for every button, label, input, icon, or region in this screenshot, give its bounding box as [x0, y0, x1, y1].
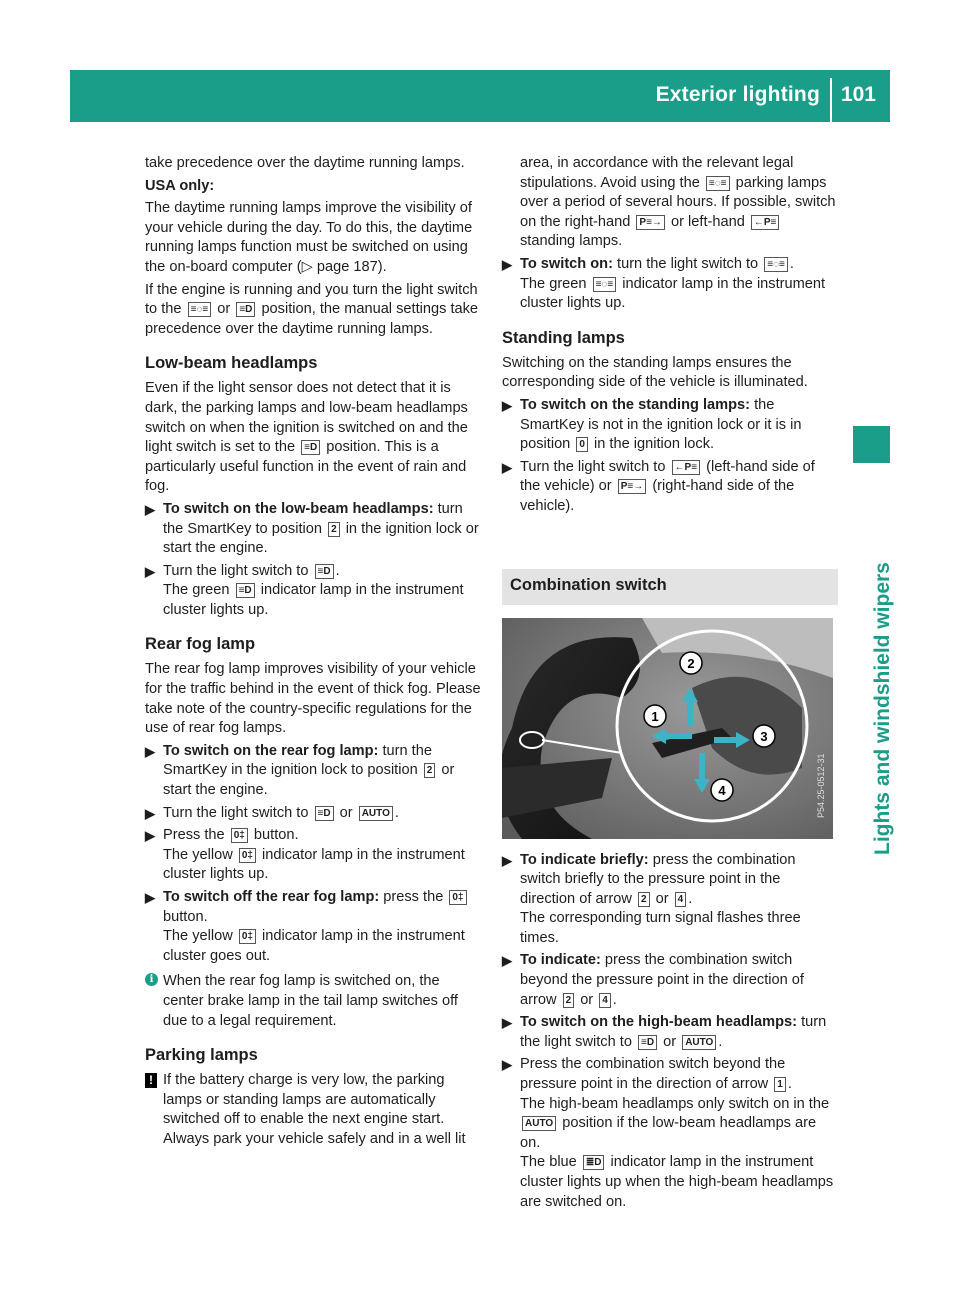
svg-text:1: 1 [651, 708, 659, 724]
paragraph: If the engine is running and you turn the light switch to the ≡◌≡ or ≡D position, the manual settings take precedence over the daytime running lamps. [145, 281, 479, 337]
instruction-step: ▶ To indicate briefly: press the combination switch briefly to the pressure point in the direction of arrow 2 or 4 . The corresponding turn signal flashes three times. [502, 851, 801, 946]
section-title: Exterior lighting [655, 83, 820, 106]
paragraph: area, in accordance with the relevant legal stipulations. Avoid using the ≡◌≡ parking lamps over a period of several hours. If possible, switch on the right-hand P≡→ or left-hand ←P≡ standing lamps. [520, 155, 836, 250]
combination-switch-figure [502, 618, 833, 839]
low-beam-icon: ≡D [638, 1035, 657, 1050]
step-arrow-icon: ▶ [502, 1015, 512, 1031]
rear-fog-lamp-icon: 0‡ [239, 929, 256, 944]
rear-fog-lamp-icon: 0‡ [449, 890, 466, 905]
section-heading: Standing lamps [502, 328, 625, 347]
header-divider [830, 78, 832, 122]
paragraph: The rear fog lamp improves visibility of your vehicle for the traffic behind in the event of thick fog. Please take note of the country-specific regulations for the use of rear fog lamps. [145, 661, 481, 737]
info-icon: i [145, 973, 158, 986]
paragraph: Even if the light sensor does not detect that it is dark, the parking lamps and low-beam headlamps switch on when the ignition is switched on and the light switch is set to the ≡D position. This is a particularly useful function in the event of rain and fog. [145, 380, 468, 495]
instruction-step: ▶ Turn the light switch to ≡D or AUTO . [145, 804, 481, 824]
paragraph: Switching on the standing lamps ensures the corresponding side of the vehicle is illuminated. [502, 354, 808, 391]
instruction-step: ▶ To switch on the high-beam headlamps: turn the light switch to ≡D or AUTO . [502, 1014, 827, 1050]
instruction-step: ▶ To switch on the standing lamps: the SmartKey is not in the ignition lock or it is in position 0 in the ignition lock. [502, 396, 802, 453]
auto-icon: AUTO [359, 806, 393, 821]
paragraph: The daytime running lamps improve the visibility of your vehicle during the day. To do this, the daytime running lamps function must be switched on using the on-board computer (▷ page 187). [145, 200, 473, 275]
position-badge: 0 [576, 437, 588, 452]
right-column [502, 154, 838, 1215]
parking-lamps-icon: ≡◌≡ [188, 302, 212, 317]
page-header [70, 70, 890, 122]
callout-ref: 2 [563, 993, 575, 1008]
auto-icon: AUTO [522, 1116, 556, 1131]
callout-2 [680, 652, 702, 674]
low-beam-icon: ≡D [315, 564, 334, 579]
low-beam-icon: ≡D [315, 806, 334, 821]
low-beam-icon: ≡D [301, 440, 320, 455]
step-arrow-icon: ▶ [145, 890, 155, 905]
instruction-step: ▶ To indicate: press the combination switch beyond the pressure point in the direction of arrow 2 or 4 . [502, 952, 804, 1008]
warning-icon: ! [145, 1073, 157, 1088]
parking-lamps-icon: ≡◌≡ [764, 257, 788, 272]
step-arrow-icon: ▶ [502, 459, 512, 475]
instruction-step: ▶ To switch on the rear fog lamp: turn the SmartKey in the ignition lock to position 2 or start the engine. [145, 742, 455, 799]
instruction-step: ▶ Press the combination switch beyond the pressure point in the direction of arrow 1 . The high-beam headlamps only switch on in the AUTO position if the low-beam headlamps are on. The blue ≣D indicator lamp in the instrument cluster lights up when the high-beam headlamps are switched on. [502, 1056, 834, 1210]
instruction-step: ▶ To switch on: turn the light switch to ≡◌≡ . The green ≡◌≡ indicator lamp in the instrument cluster lights up. [502, 255, 826, 312]
standing-right-icon: P≡→ [618, 479, 647, 494]
high-beam-icon: ≣D [583, 1155, 605, 1170]
svg-text:3: 3 [760, 728, 768, 744]
standing-left-icon: ←P≡ [672, 460, 701, 475]
section-heading: Low-beam headlamps [145, 354, 318, 373]
callout-ref: 4 [675, 892, 687, 907]
parking-lamps-icon: ≡◌≡ [593, 277, 617, 292]
section-heading: Rear fog lamp [145, 635, 256, 654]
standing-left-icon: ←P≡ [751, 215, 780, 230]
step-arrow-icon: ▶ [145, 828, 155, 844]
callout-3 [753, 725, 775, 747]
position-badge: 2 [424, 763, 436, 778]
combination-switch-illustration [502, 618, 833, 839]
section-heading: Parking lamps [145, 1046, 258, 1065]
figure-code: P54.25-0512-31 [816, 752, 826, 818]
step-arrow-icon: ▶ [145, 743, 155, 759]
step-arrow-icon: ▶ [145, 501, 155, 517]
rear-fog-lamp-icon: 0‡ [239, 848, 256, 863]
instruction-step: ▶ To switch off the rear fog lamp: press the 0‡ button. The yellow 0‡ indicator lamp in the instrument cluster goes out. [145, 889, 465, 964]
instruction-step: ▶ To switch on the low-beam headlamps: turn the SmartKey to position 2 in the ignition lock or start the engine. [145, 500, 479, 557]
section-heading-box [502, 569, 838, 605]
callout-1 [644, 705, 666, 727]
svg-text:2: 2 [687, 655, 695, 671]
instruction-step: ▶ Turn the light switch to ←P≡ (left-hand side of the vehicle) or P≡→ (right-hand side of the vehicle). [502, 458, 815, 514]
step-arrow-icon: ▶ [502, 256, 512, 272]
low-beam-icon: ≡D [236, 583, 255, 598]
svg-text:4: 4 [718, 782, 726, 798]
warning-note: ! If the battery charge is very low, the parking lamps or standing lamps are automatically switched off to enable the next engine start. Always park your vehicle safely and in a well lit [145, 1071, 481, 1149]
parking-lamps-icon: ≡◌≡ [706, 176, 730, 191]
step-arrow-icon: ▶ [502, 852, 512, 868]
page-reference[interactable]: (▷ page 187). [296, 258, 387, 275]
standing-right-icon: P≡→ [636, 215, 665, 230]
callout-4 [711, 779, 733, 801]
step-arrow-icon: ▶ [145, 805, 155, 821]
page-number: 101 [840, 83, 876, 106]
auto-icon: AUTO [682, 1035, 716, 1050]
instruction-step: ▶ Press the 0‡ button. The yellow 0‡ indicator lamp in the instrument cluster lights up. [145, 827, 465, 883]
step-arrow-icon: ▶ [502, 953, 512, 969]
step-arrow-icon: ▶ [502, 1057, 512, 1073]
callout-ref: 1 [774, 1077, 786, 1092]
position-badge: 2 [328, 522, 340, 537]
section-heading: Combination switch [510, 575, 667, 594]
chapter-title: Lights and windshield wipers [871, 562, 894, 855]
chapter-tab [853, 426, 890, 463]
paragraph: take precedence over the daytime running lamps. [145, 155, 465, 171]
info-note: i When the rear fog lamp is switched on, the center brake lamp in the tail lamp switches off due to a legal requirement. [145, 972, 481, 1031]
callout-ref: 2 [638, 892, 650, 907]
rear-fog-lamp-icon: 0‡ [231, 828, 248, 843]
low-beam-icon: ≡D [236, 302, 255, 317]
usa-only-label: USA only: [145, 177, 215, 194]
step-arrow-icon: ▶ [502, 397, 512, 413]
left-column [145, 154, 481, 1153]
step-arrow-icon: ▶ [145, 563, 155, 579]
instruction-step: ▶ Turn the light switch to ≡D . The green ≡D indicator lamp in the instrument cluster lights up. [145, 562, 464, 618]
callout-ref: 4 [599, 993, 611, 1008]
